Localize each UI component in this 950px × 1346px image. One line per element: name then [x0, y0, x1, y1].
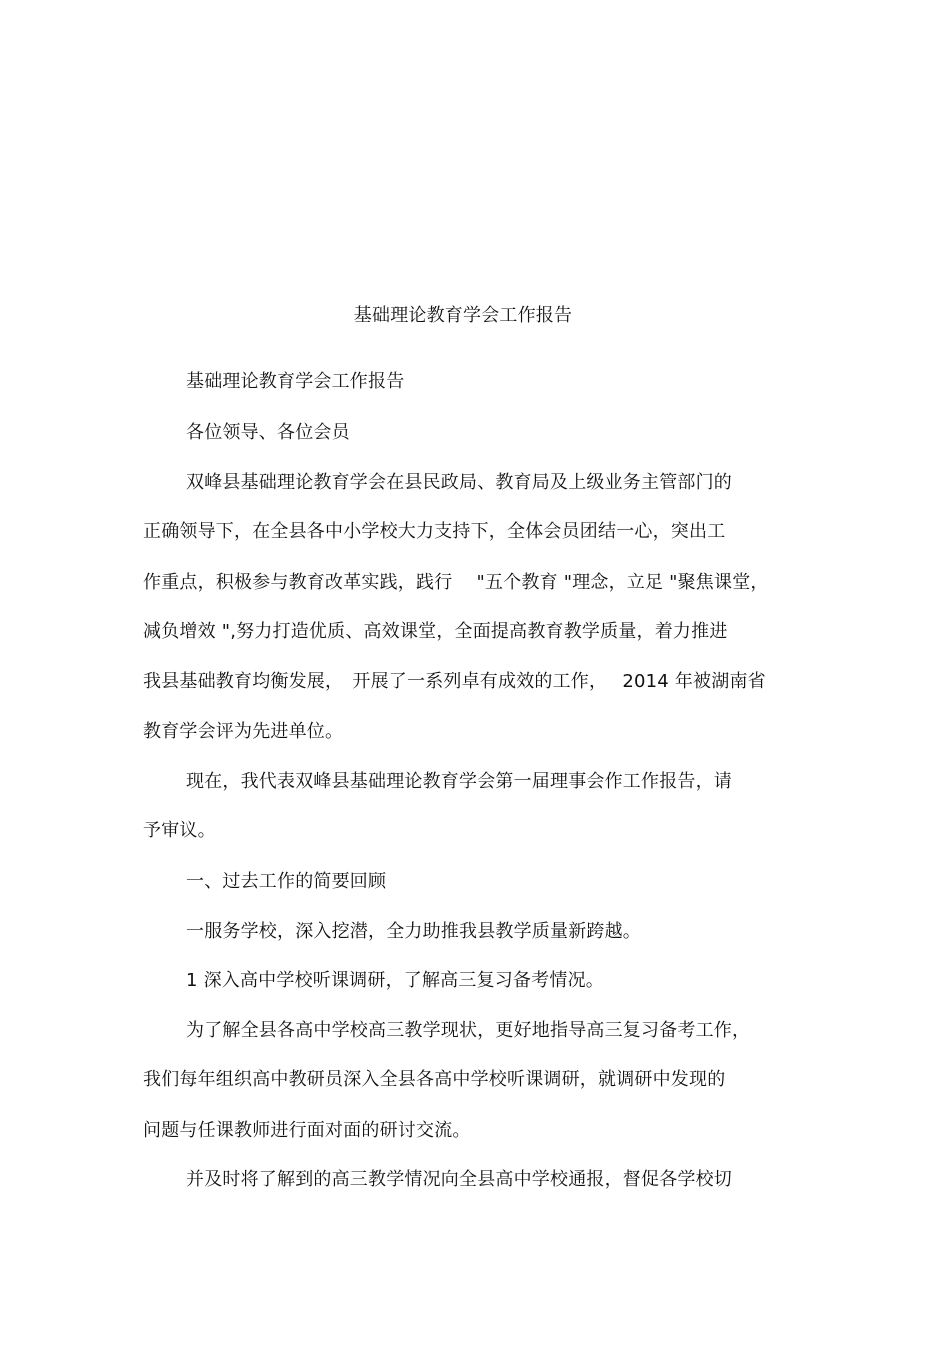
paragraph-line: 各位领导、各位会员: [186, 422, 350, 443]
paragraph-line: 问题与任课教师进行面对面的研讨交流。: [143, 1120, 471, 1141]
paragraph-line: 减负增效 ",努力打造优质、高效课堂，全面提高教育教学质量，着力推进: [143, 621, 728, 642]
paragraph-line: 并及时将了解到的高三教学情况向全县高中学校通报，督促各学校切: [186, 1169, 732, 1190]
paragraph-line: 我们每年组织高中教研员深入全县各高中学校听课调研，就调研中发现的: [143, 1069, 726, 1090]
paragraph-line: 教育学会评为先进单位。: [143, 721, 344, 742]
item-heading: 1 深入高中学校听课调研，了解高三复习备考情况。: [186, 970, 604, 991]
paragraph-line: 我县基础教育均衡发展， 开展了一系列卓有成效的工作， 2014 年被湖南省: [143, 671, 766, 692]
subsection-heading: 一服务学校，深入挖潜，全力助推我县教学质量新跨越。: [186, 921, 641, 942]
paragraph-line: 作重点，积极参与教育改革实践，践行 "五个教育 "理念，立足 "聚焦课堂，: [143, 572, 769, 593]
paragraph-line: 予审议。: [143, 820, 216, 841]
document-title: 基础理论教育学会工作报告: [353, 305, 573, 326]
section-heading: 一、过去工作的简要回顾: [186, 871, 387, 892]
paragraph-line: 正确领导下，在全县各中小学校大力支持下，全体会员团结一心，突出工: [143, 521, 726, 542]
paragraph-line: 为了解全县各高中学校高三教学现状，更好地指导高三复习备考工作，: [186, 1020, 751, 1041]
paragraph-line: 双峰县基础理论教育学会在县民政局、教育局及上级业务主管部门的: [186, 472, 732, 493]
paragraph-line: 基础理论教育学会工作报告: [186, 371, 405, 392]
paragraph-line: 现在，我代表双峰县基础理论教育学会第一届理事会作工作报告，请: [186, 771, 732, 792]
